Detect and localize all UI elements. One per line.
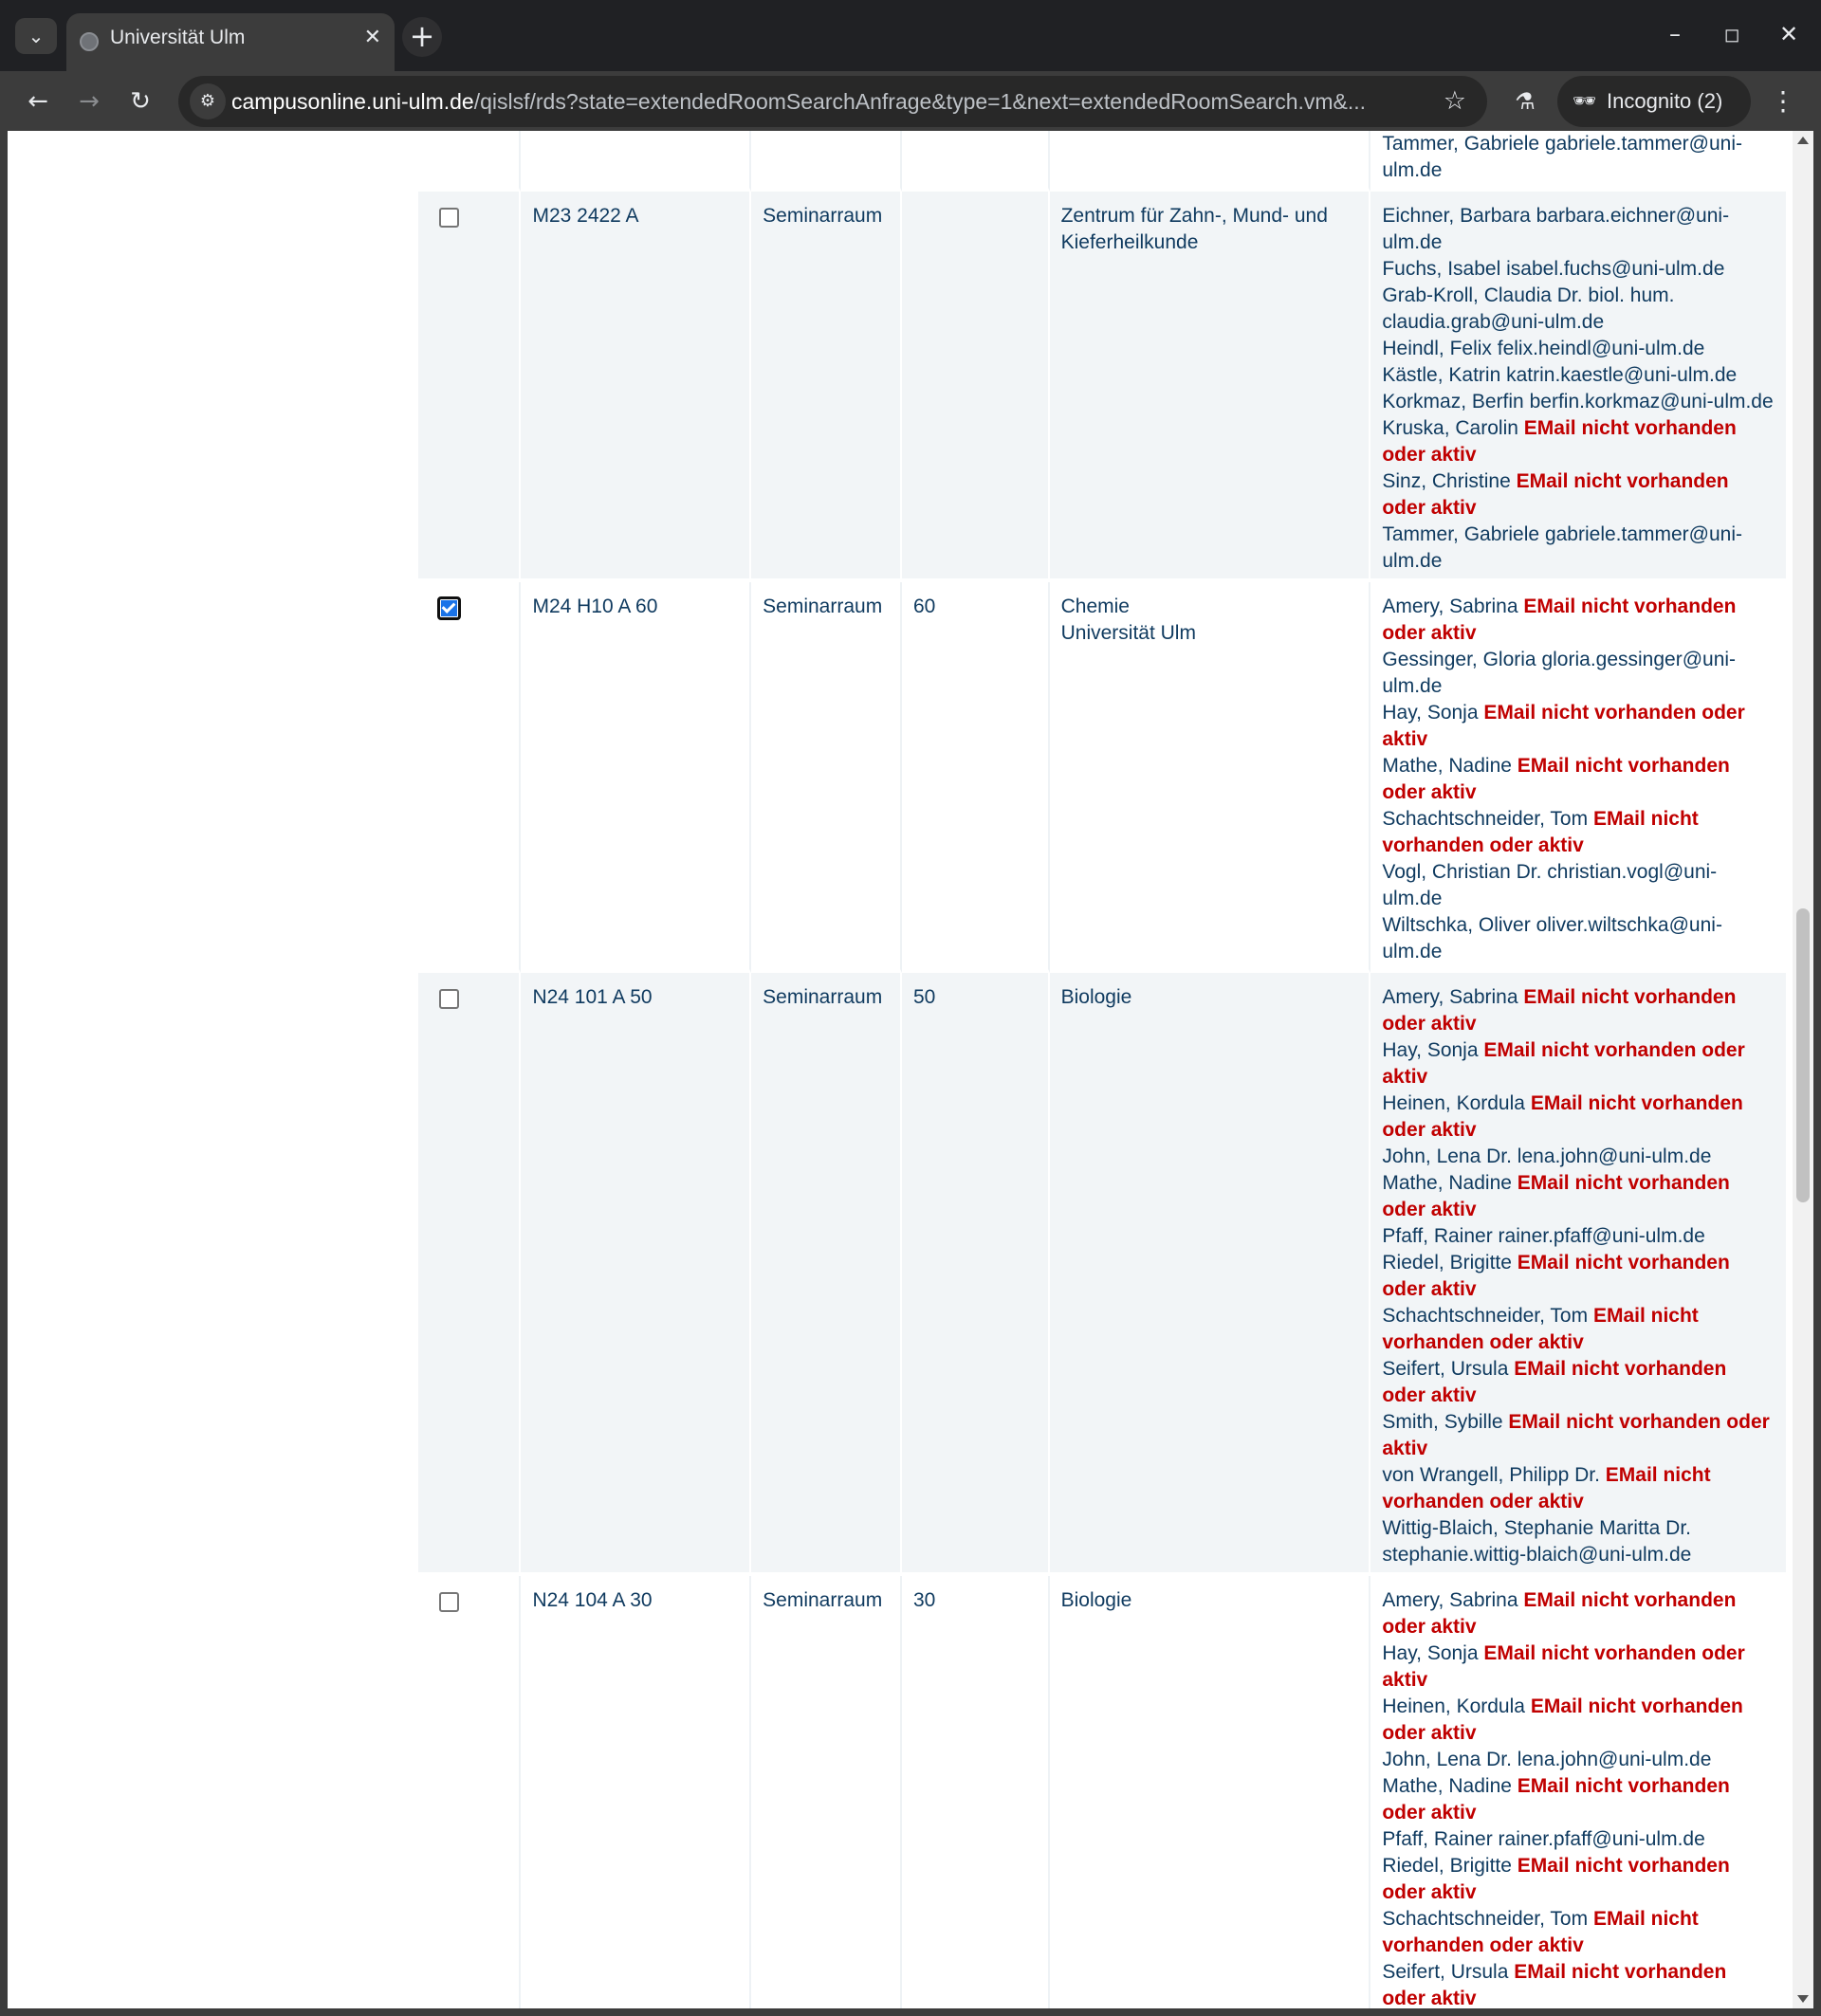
back-arrow-icon[interactable]: ← [28, 87, 48, 116]
scroll-up-arrow-icon[interactable] [1797, 137, 1809, 144]
incognito-button[interactable]: 🕶 Incognito (2) [1557, 76, 1751, 127]
person-email: oliver.wiltschka@uni-ulm.de [1382, 914, 1722, 962]
person-name: Fuchs, Isabel [1382, 258, 1501, 280]
responsible-person [1382, 1170, 1775, 1223]
person-email: rainer.pfaff@uni-ulm.de [1498, 1828, 1705, 1850]
responsible-person [1382, 1959, 1775, 2008]
page-viewport [8, 131, 1793, 2008]
responsible-person [1382, 1640, 1775, 1694]
responsible-persons-cell [1370, 582, 1786, 973]
room-type: Seminarraum [763, 986, 883, 1008]
close-icon[interactable]: ✕ [363, 26, 381, 49]
email-missing-warning: EMail nicht vorhanden oder aktiv [1382, 1092, 1743, 1141]
window-close-icon[interactable]: ✕ [1778, 21, 1799, 47]
person-name: Amery, Sabrina [1382, 596, 1518, 617]
person-email: berfin.korkmaz@uni-ulm.de [1529, 391, 1774, 412]
room-capacity-cell [902, 973, 1050, 1576]
responsible-person [1382, 1037, 1775, 1090]
person-name: Hay, Sonja [1382, 1642, 1479, 1664]
room-name-cell [521, 131, 751, 192]
person-name: Heinen, Kordula [1382, 1092, 1525, 1114]
person-name: Wittig-Blaich, Stephanie Maritta Dr. [1382, 1517, 1691, 1539]
email-missing-warning: EMail nicht vorhanden oder aktiv [1382, 1464, 1711, 1512]
more-menu-icon[interactable]: ⋮ [1770, 85, 1796, 117]
person-name: Pfaff, Rainer [1382, 1828, 1493, 1850]
responsible-person [1382, 1250, 1775, 1303]
person-name: Mathe, Nadine [1382, 1775, 1512, 1797]
responsible-person [1382, 1409, 1775, 1462]
organization-name: Biologie [1060, 1589, 1132, 1611]
person-name: Kästle, Katrin [1382, 364, 1501, 386]
responsible-person [1382, 984, 1775, 1037]
window-frame [1813, 131, 1821, 2016]
incognito-icon: 🕶 [1573, 91, 1597, 112]
responsible-person [1382, 1356, 1775, 1409]
person-name: Hay, Sonja [1382, 1039, 1479, 1061]
person-name: Grab-Kroll, Claudia Dr. biol. hum. [1382, 284, 1675, 306]
room-type-cell [751, 1576, 902, 2008]
email-missing-warning: EMail nicht vorhanden oder aktiv [1382, 1589, 1737, 1638]
organization-name: Biologie [1060, 986, 1132, 1008]
person-email: gabriele.tammer@uni-ulm.de [1382, 523, 1742, 572]
person-name: von Wrangell, Philipp Dr. [1382, 1464, 1600, 1486]
person-email: gloria.gessinger@uni-ulm.de [1382, 649, 1737, 697]
forward-arrow-icon[interactable]: → [79, 87, 100, 116]
responsible-person [1382, 806, 1775, 859]
responsible-person [1382, 203, 1775, 256]
room-type-cell [751, 192, 902, 582]
url-text[interactable]: campusonline.uni-ulm.de/qislsf/rds?state=extendedRoomSearchAnfrage&type=1&next=extendedRoomSearch.vm&... [231, 89, 1367, 114]
select-cell [418, 973, 521, 1576]
new-tab-button[interactable]: + [402, 17, 442, 57]
person-name: Seifert, Ursula [1382, 1961, 1509, 1983]
person-name: Kruska, Carolin [1382, 417, 1518, 439]
email-missing-warning: EMail nicht vorhanden oder aktiv [1382, 1039, 1745, 1088]
responsible-person [1382, 647, 1775, 700]
room-organization-cell [1050, 192, 1371, 582]
person-email: felix.heindl@uni-ulm.de [1497, 338, 1705, 359]
window-frame [0, 2008, 1821, 2016]
room-name-cell [521, 192, 751, 582]
person-name: Tammer, Gabriele [1382, 523, 1540, 545]
responsible-person [1382, 1303, 1775, 1356]
email-missing-warning: EMail nicht vorhanden oder aktiv [1382, 702, 1745, 750]
person-name: Korkmaz, Berfin [1382, 391, 1524, 412]
responsible-person [1382, 336, 1775, 362]
room-select-checkbox[interactable] [439, 1592, 459, 1612]
person-name: Amery, Sabrina [1382, 1589, 1518, 1611]
room-name-link[interactable]: N24 101 A 50 [532, 986, 653, 1008]
chevron-down-icon: ⌄ [28, 25, 45, 47]
person-email: barbara.eichner@uni-ulm.de [1382, 205, 1730, 253]
organization-name: Universität Ulm [1060, 622, 1196, 644]
person-name: Pfaff, Rainer [1382, 1225, 1493, 1247]
responsible-person [1382, 1826, 1775, 1853]
email-missing-warning: EMail nicht vorhanden oder aktiv [1382, 1855, 1730, 1903]
person-email: lena.john@uni-ulm.de [1517, 1749, 1712, 1770]
select-cell [418, 1576, 521, 2008]
email-missing-warning: EMail nicht vorhanden oder aktiv [1382, 470, 1729, 519]
select-cell [418, 192, 521, 582]
responsible-person [1382, 1223, 1775, 1250]
room-name-cell [521, 1576, 751, 2008]
responsible-person [1382, 131, 1775, 184]
person-name: Riedel, Brigitte [1382, 1855, 1512, 1877]
bookmark-star-icon[interactable]: ☆ [1443, 86, 1466, 116]
responsible-persons-cell [1370, 192, 1786, 582]
favicon-icon [80, 32, 99, 51]
responsible-person [1382, 859, 1775, 912]
responsible-person [1382, 1906, 1775, 1959]
table-row [418, 1576, 1786, 2008]
responsible-person [1382, 362, 1775, 389]
room-organization-cell [1050, 582, 1371, 973]
email-missing-warning: EMail nicht vorhanden oder aktiv [1382, 808, 1699, 856]
table-row [418, 131, 1786, 192]
site-info-icon[interactable]: ⚙ [190, 83, 226, 119]
person-name: Amery, Sabrina [1382, 986, 1518, 1008]
email-missing-warning: EMail nicht vorhanden oder aktiv [1382, 986, 1737, 1035]
person-name: Gessinger, Gloria [1382, 649, 1536, 670]
email-missing-warning: EMail nicht vorhanden oder aktiv [1382, 1961, 1727, 2008]
email-missing-warning: EMail nicht vorhanden oder aktiv [1382, 755, 1730, 803]
person-name: Seifert, Ursula [1382, 1358, 1509, 1380]
responsible-person [1382, 468, 1775, 522]
window-frame [0, 131, 8, 2016]
person-email: stephanie.wittig-blaich@uni-ulm.de [1382, 1544, 1692, 1566]
room-type: Seminarraum [763, 205, 883, 227]
email-missing-warning: EMail nicht vorhanden oder aktiv [1382, 1252, 1730, 1300]
person-email: katrin.kaestle@uni-ulm.de [1506, 364, 1738, 386]
person-email: claudia.grab@uni-ulm.de [1382, 311, 1605, 333]
person-email: gabriele.tammer@uni-ulm.de [1382, 133, 1742, 181]
select-cell [418, 131, 521, 192]
room-capacity-cell [902, 131, 1050, 192]
person-email: lena.john@uni-ulm.de [1517, 1145, 1712, 1167]
person-name: Hay, Sonja [1382, 702, 1479, 724]
responsible-person [1382, 1694, 1775, 1747]
responsible-person [1382, 594, 1775, 647]
reload-icon[interactable]: ↻ [130, 87, 151, 116]
email-missing-warning: EMail nicht vorhanden oder aktiv [1382, 1172, 1730, 1220]
responsible-person [1382, 1462, 1775, 1515]
room-select-checkbox[interactable] [439, 208, 459, 228]
responsible-persons-cell [1370, 973, 1786, 1576]
tab-strip [0, 0, 1821, 71]
room-results-table [418, 131, 1786, 2008]
responsible-person [1382, 256, 1775, 283]
person-email: isabel.fuchs@uni-ulm.de [1506, 258, 1725, 280]
maximize-icon[interactable]: ◻ [1723, 23, 1740, 46]
organization-name: Zentrum für Zahn-, Mund- und Kieferheilkunde [1060, 205, 1328, 253]
room-name-link[interactable]: N24 104 A 30 [532, 1589, 653, 1611]
room-type: Seminarraum [763, 596, 883, 617]
responsible-person [1382, 1853, 1775, 1906]
responsible-persons-cell [1370, 1576, 1786, 2008]
email-missing-warning: EMail nicht vorhanden oder aktiv [1382, 1695, 1743, 1744]
email-missing-warning: EMail nicht vorhanden oder aktiv [1382, 1642, 1745, 1691]
person-name: Vogl, Christian Dr. [1382, 861, 1542, 883]
person-name: Sinz, Christine [1382, 470, 1511, 492]
person-name: Tammer, Gabriele [1382, 133, 1540, 155]
room-capacity: 30 [912, 1589, 936, 1611]
room-organization-cell [1050, 1576, 1371, 2008]
person-name: John, Lena Dr. [1382, 1145, 1512, 1167]
tab-title: Universität Ulm [110, 27, 246, 48]
table-row [418, 582, 1786, 973]
scroll-down-arrow-icon[interactable] [1797, 1995, 1809, 2003]
person-email: christian.vogl@uni-ulm.de [1382, 861, 1718, 909]
labs-flask-icon[interactable]: ⚗ [1515, 88, 1536, 115]
room-name-link[interactable]: M24 H10 A 60 [532, 596, 658, 617]
person-name: Wiltschka, Oliver [1382, 914, 1531, 936]
table-row [418, 973, 1786, 1576]
email-missing-warning: EMail nicht vorhanden oder aktiv [1382, 1775, 1730, 1824]
select-cell [418, 582, 521, 973]
person-name: Mathe, Nadine [1382, 755, 1512, 777]
room-organization-cell [1050, 973, 1371, 1576]
minimize-icon[interactable]: – [1669, 21, 1681, 47]
room-capacity-cell [902, 582, 1050, 973]
responsible-person [1382, 700, 1775, 753]
person-name: Schachtschneider, Tom [1382, 808, 1589, 830]
room-select-checkbox[interactable] [437, 596, 461, 620]
room-type-cell [751, 582, 902, 973]
room-type: Seminarraum [763, 1589, 883, 1611]
person-name: Heinen, Kordula [1382, 1695, 1525, 1717]
room-organization-cell [1050, 131, 1371, 192]
email-missing-warning: EMail nicht vorhanden oder aktiv [1382, 1411, 1770, 1459]
browser-chrome [0, 0, 1821, 131]
responsible-person [1382, 1090, 1775, 1144]
room-capacity: 60 [912, 596, 936, 617]
responsible-persons-cell [1370, 131, 1786, 192]
person-name: Heindl, Felix [1382, 338, 1492, 359]
room-name-cell [521, 973, 751, 1576]
responsible-person [1382, 1144, 1775, 1170]
person-email: rainer.pfaff@uni-ulm.de [1498, 1225, 1705, 1247]
vertical-scrollbar[interactable] [1793, 131, 1813, 2008]
room-type-cell [751, 131, 902, 192]
responsible-person [1382, 415, 1775, 468]
person-name: Schachtschneider, Tom [1382, 1908, 1589, 1930]
responsible-person [1382, 389, 1775, 415]
browser-tab[interactable] [66, 13, 395, 71]
room-name-cell [521, 582, 751, 973]
responsible-person [1382, 753, 1775, 806]
email-missing-warning: EMail nicht vorhanden oder aktiv [1382, 1908, 1699, 1956]
responsible-person [1382, 522, 1775, 575]
person-name: John, Lena Dr. [1382, 1749, 1512, 1770]
email-missing-warning: EMail nicht vorhanden oder aktiv [1382, 1305, 1699, 1353]
address-bar[interactable] [178, 76, 1487, 127]
person-name: Riedel, Brigitte [1382, 1252, 1512, 1274]
room-name-link[interactable]: M23 2422 A [532, 205, 639, 227]
table-row [418, 192, 1786, 582]
person-name: Schachtschneider, Tom [1382, 1305, 1589, 1327]
email-missing-warning: EMail nicht vorhanden oder aktiv [1382, 596, 1737, 644]
email-missing-warning: EMail nicht vorhanden oder aktiv [1382, 417, 1737, 466]
person-name: Smith, Sybille [1382, 1411, 1503, 1433]
organization-name: Chemie [1060, 596, 1130, 617]
room-select-checkbox[interactable] [439, 989, 459, 1009]
responsible-person [1382, 1747, 1775, 1773]
person-name: Eichner, Barbara [1382, 205, 1531, 227]
email-missing-warning: EMail nicht vorhanden oder aktiv [1382, 1358, 1727, 1406]
person-name: Mathe, Nadine [1382, 1172, 1512, 1194]
responsible-person [1382, 1587, 1775, 1640]
responsible-person [1382, 1515, 1775, 1568]
responsible-person [1382, 283, 1775, 336]
browser-toolbar [0, 71, 1821, 131]
room-capacity-cell [902, 192, 1050, 582]
scrollbar-thumb[interactable] [1796, 908, 1810, 1202]
room-capacity: 50 [912, 986, 936, 1008]
room-type-cell [751, 973, 902, 1576]
room-capacity-cell [902, 1576, 1050, 2008]
tab-search-button[interactable] [15, 18, 57, 54]
responsible-person [1382, 912, 1775, 965]
responsible-person [1382, 1773, 1775, 1826]
